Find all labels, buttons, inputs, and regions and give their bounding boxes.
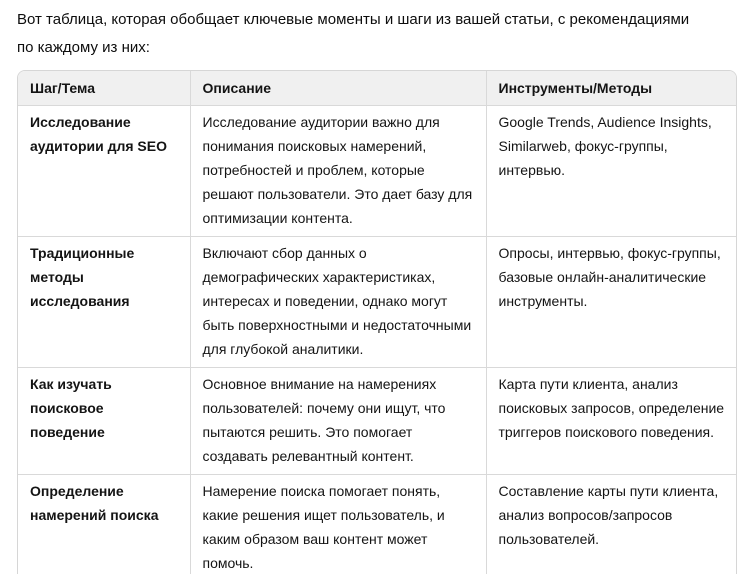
cell-tools: Опросы, интервью, фокус-группы, базовые онлайн-аналитические инструменты. (486, 237, 737, 368)
cell-topic: Определение намерений поиска (18, 475, 190, 574)
table-header-row (18, 71, 737, 106)
table-row-audience-research (18, 106, 737, 237)
cell-topic: Традиционные методы исследования (18, 237, 190, 368)
table-row-search-behavior (18, 368, 737, 475)
cell-tools: Google Trends, Audience Insights, Similarweb, фокус-группы, интервью. (486, 106, 737, 237)
cell-topic: Как изучать поисковое поведение (18, 368, 190, 475)
intro-paragraph (17, 6, 737, 62)
summary-table (18, 71, 737, 574)
table-row-traditional-methods (18, 237, 737, 368)
column-header-tools-methods: Инструменты/Методы (486, 71, 737, 106)
cell-description: Основное внимание на намерениях пользователей: почему они ищут, что пытаются решить. Это помогает создавать релевантный контент. (190, 368, 486, 475)
table-row-search-intent (18, 475, 737, 574)
summary-table-container (17, 70, 737, 574)
cell-description: Включают сбор данных о демографических характеристиках, интересах и поведении, однако могут быть поверхностными и недостаточными для глубокой аналитики. (190, 237, 486, 368)
cell-topic: Исследование аудитории для SEO (18, 106, 190, 237)
column-header-step-topic: Шаг/Тема (18, 71, 190, 106)
cell-tools: Составление карты пути клиента, анализ вопросов/запросов пользователей. (486, 475, 737, 574)
column-header-description: Описание (190, 71, 486, 106)
cell-description: Исследование аудитории важно для понимания поисковых намерений, потребностей и проблем, которые решают пользователи. Это дает базу для оптимизации контента. (190, 106, 486, 237)
cell-description: Намерение поиска помогает понять, какие решения ищет пользователь, и каким образом ваш контент может помочь. (190, 475, 486, 574)
intro-line-2: по каждому из них: (17, 39, 150, 56)
cell-tools: Карта пути клиента, анализ поисковых запросов, определение триггеров поискового поведения. (486, 368, 737, 475)
intro-line-1: Вот таблица, которая обобщает ключевые моменты и шаги из вашей статьи, с рекомендациями (17, 11, 690, 28)
